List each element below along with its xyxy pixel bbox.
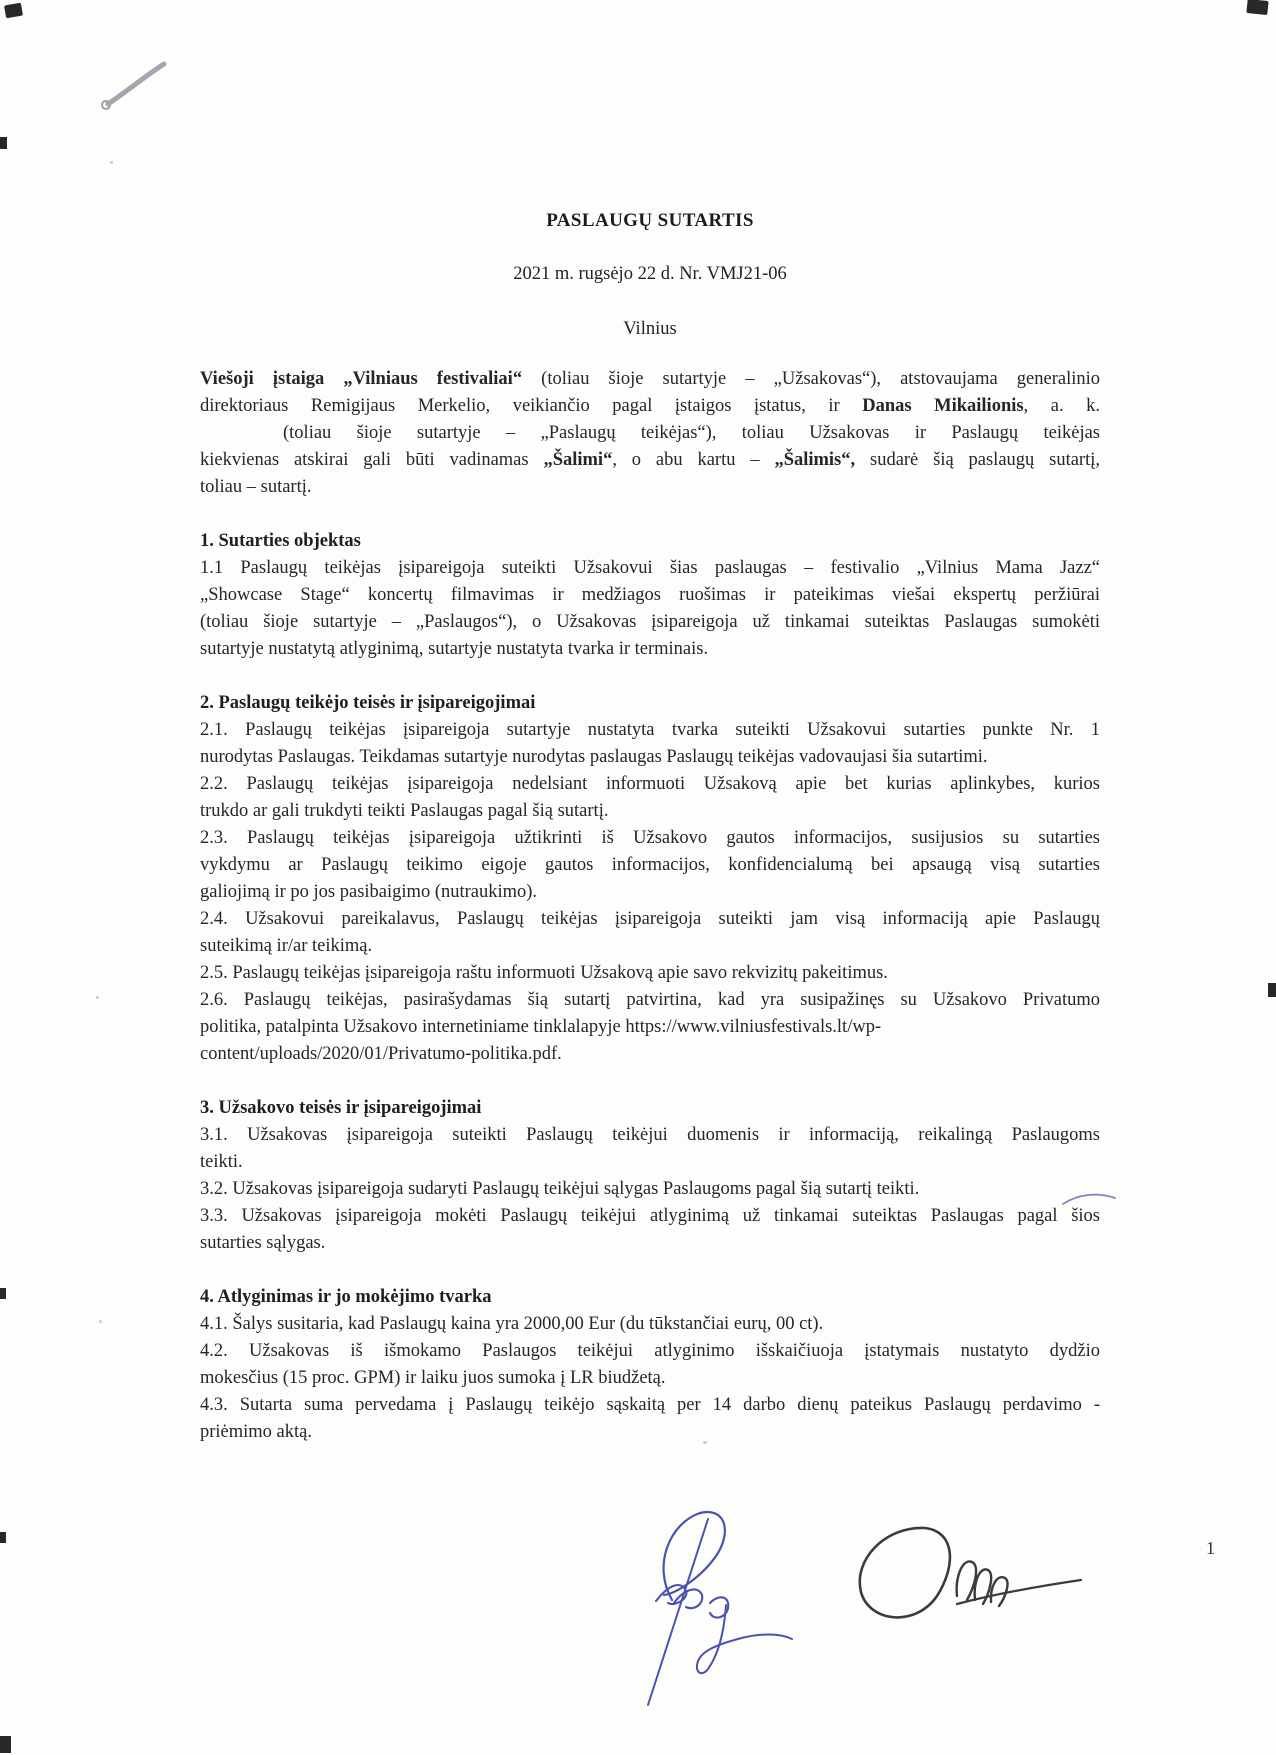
text-line: direktoriaus Remigijaus Merkelio, veikiančio pagal įstaigos įstatus, ir Danas Mikailionis, a. k. (200, 396, 1100, 416)
text-line: politika, patalpinta Užsakovo internetiniame tinklalapyje https://www.vilniusfestivals.lt/wp- (200, 1017, 882, 1037)
scan-edge-mark (0, 137, 7, 149)
text-line: sutartyje nustatytą atlyginimą, sutartyje nustatyta tvarka ir terminais. (200, 639, 709, 659)
text-line: sutarties sąlygas. (200, 1233, 326, 1253)
text-line: kiekvienas atskirai gali būti vadinamas „Šalimi“, o abu kartu – „Šalimis“, sudarė šią paslaugų sutartį, (200, 450, 1100, 470)
text-line: 3.2. Užsakovas įsipareigoja sudaryti Paslaugų teikėjui sąlygas Paslaugoms pagal šią sutartį teikti. (200, 1179, 920, 1199)
text-line: teikti. (200, 1152, 243, 1172)
scan-edge-mark (0, 1532, 6, 1543)
text-line: (toliau šioje sutartyje – „Paslaugos“), o Užsakovas įsipareigoja už tinkamai suteiktas Paslaugas sumokėti (200, 612, 1100, 632)
scan-speck (110, 161, 113, 164)
page-number: 1 (1206, 1538, 1215, 1558)
text-line: Viešoji įstaiga „Vilniaus festivaliai“ (toliau šioje sutartyje – „Užsakovas“), atstovaujama generalinio (200, 369, 1100, 389)
text-line: 2.1. Paslaugų teikėjas įsipareigoja sutartyje nustatyta tvarka suteikti Užsakovui sutarties punkte Nr. 1 (200, 720, 1100, 740)
document-body (200, 366, 1100, 1446)
text-line: suteikimą ir/ar teikimą. (200, 936, 373, 956)
document-date-number: 2021 m. rugsėjo 22 d. Nr. VMJ21-06 (513, 264, 787, 284)
scan-edge-mark (1246, 0, 1268, 15)
text-line: priėmimo aktą. (200, 1422, 312, 1442)
left-signature (612, 1505, 802, 1715)
document-title: PASLAUGŲ SUTARTIS (546, 210, 754, 231)
text-line: 3.3. Užsakovas įsipareigoja mokėti Paslaugų teikėjui atlyginimą už tinkamai suteiktas Paslaugas pagal šios (200, 1206, 1100, 1226)
text-line: 2.2. Paslaugų teikėjas įsipareigoja nedelsiant informuoti Užsakovą apie bet kurias aplinkybes, kurios (200, 774, 1100, 794)
section-heading: 2. Paslaugų teikėjo teisės ir įsipareigojimai (200, 693, 536, 713)
section-heading: 1. Sutarties objektas (200, 531, 361, 551)
text-line: 2.5. Paslaugų teikėjas įsipareigoja raštu informuoti Užsakovą apie savo rekvizitų pakeitimus. (200, 963, 888, 983)
scan-edge-mark (4, 3, 23, 19)
section-heading: 4. Atlyginimas ir jo mokėjimo tvarka (200, 1287, 492, 1307)
text-line: 2.6. Paslaugų teikėjas, pasirašydamas šią sutartį patvirtina, kad yra susipažinęs su Užsakovo Privatumo (200, 990, 1100, 1010)
document-city: Vilnius (623, 319, 677, 339)
text-line: 2.4. Užsakovui pareikalavus, Paslaugų teikėjas įsipareigoja suteikti jam visą informaciją apie Paslaugų (200, 909, 1100, 929)
right-signature (845, 1520, 1085, 1635)
pen-squiggle (1060, 1190, 1118, 1213)
pencil-mark (96, 54, 174, 117)
text-line: mokesčius (15 proc. GPM) ir laiku juos sumoka į LR biudžetą. (200, 1368, 666, 1388)
text-line: 4.1. Šalys susitaria, kad Paslaugų kaina yra 2000,00 Eur (du tūkstančiai eurų, 00 ct). (200, 1314, 824, 1334)
text-line: 1.1 Paslaugų teikėjas įsipareigoja suteikti Užsakovui šias paslaugas – festivalio „Vilnius Mama Jazz“ (200, 558, 1100, 578)
scan-edge-mark (1268, 983, 1276, 997)
text-line: 4.2. Užsakovas iš išmokamo Paslaugos teikėjui atlyginimo išskaičiuoja įstatymais nustatyto dydžio (200, 1341, 1100, 1361)
text-line: vykdymu ar Paslaugų teikimo eigoje gautos informacijos, konfidencialumą bei apsaugą visą sutarties (200, 855, 1100, 875)
scan-edge-mark (0, 1736, 11, 1753)
text-line: nurodytas Paslaugas. Teikdamas sutartyje nurodytas paslaugas Paslaugų teikėjas vadovaujasi šia sutartimi. (200, 747, 988, 767)
text-line: galiojimą ir po jos pasibaigimo (nutraukimo). (200, 882, 538, 902)
scan-speck (703, 1441, 707, 1444)
scan-edge-mark (0, 1288, 6, 1299)
text-line: trukdo ar gali trukdyti teikti Paslaugas pagal šią sutartį. (200, 801, 609, 821)
section-heading: 3. Užsakovo teisės ir įsipareigojimai (200, 1098, 482, 1118)
text-line: content/uploads/2020/01/Privatumo-politika.pdf. (200, 1044, 562, 1064)
scan-speck (99, 1320, 102, 1323)
text-line: „Showcase Stage“ koncertų filmavimas ir medžiagos ruošimas ir pateikimas viešai ekspertų peržiūrai (200, 585, 1100, 605)
text-line: toliau – sutartį. (200, 477, 312, 497)
scan-speck (96, 996, 99, 999)
text-line: (toliau šioje sutartyje – „Paslaugų teikėjas“), toliau Užsakovas ir Paslaugų teikėjas (283, 423, 1100, 443)
text-line: 4.3. Sutarta suma pervedama į Paslaugų teikėjo sąskaitą per 14 darbo dienų pateikus Paslaugų perdavimo - (200, 1395, 1100, 1415)
text-line: 3.1. Užsakovas įsipareigoja suteikti Paslaugų teikėjui duomenis ir informaciją, reikalingą Paslaugoms (200, 1125, 1100, 1145)
text-line: 2.3. Paslaugų teikėjas įsipareigoja užtikrinti iš Užsakovo gautos informacijos, susijusios su sutarties (200, 828, 1100, 848)
